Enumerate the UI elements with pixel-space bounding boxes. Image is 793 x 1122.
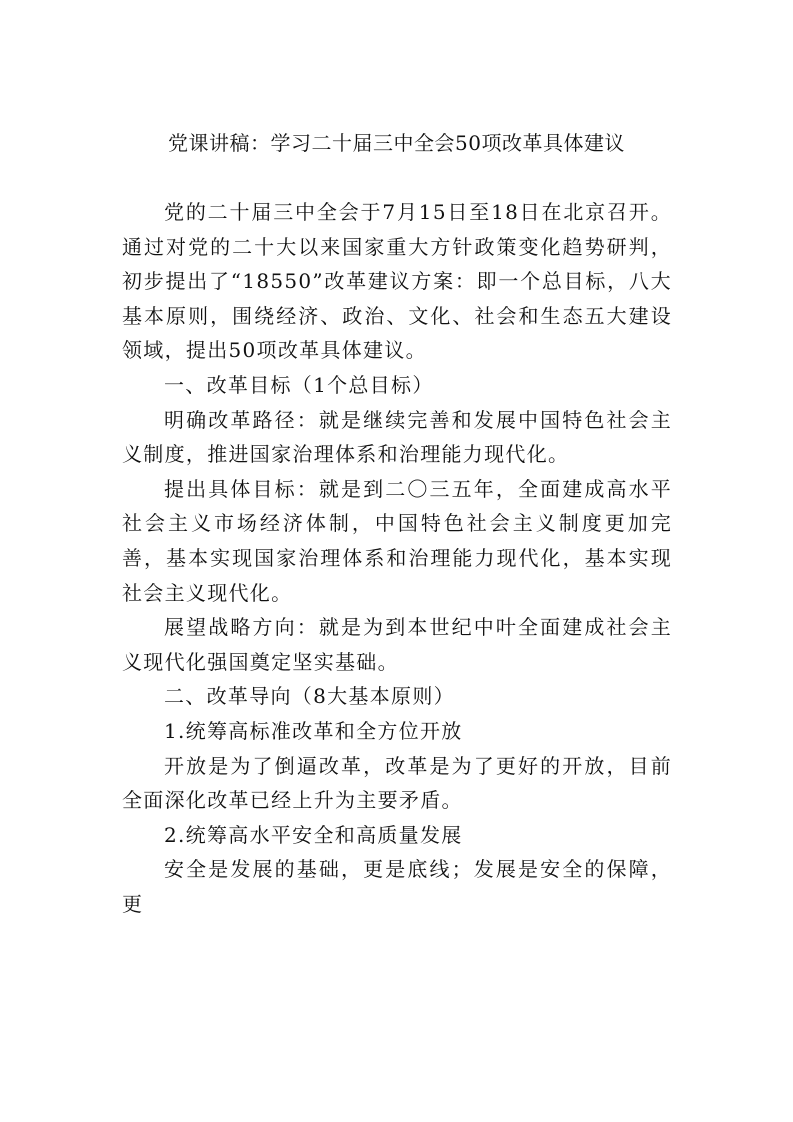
subheading-principle-1: 1.统筹高标准改革和全方位开放: [164, 718, 463, 743]
paragraph-intro: 党的二十届三中全会于7月15日至18日在北京召开。通过对党的二十大以来国家重大方针政策变化趋势研判，初步提出了“18550”改革建议方案：即一个总目标，八大基本原则，围绕经济、政治、文化、社会和生态五大建设领域，提出50项改革具体建议。: [122, 200, 672, 363]
heading-reform-orientation: 二、改革导向（8大基本原则）: [164, 684, 455, 709]
paragraph-strategic-direction: 展望战略方向：就是为到本世纪中叶全面建成社会主义现代化强国奠定坚实基础。: [122, 615, 672, 674]
heading-reform-goal: 一、改革目标（1个总目标）: [164, 372, 434, 397]
subheading-principle-2: 2.统筹高水平安全和高质量发展: [164, 822, 463, 847]
paragraph-principle-2: 安全是发展的基础，更是底线；发展是安全的保障，更: [122, 857, 672, 916]
paragraph-reform-path: 明确改革路径：就是继续完善和发展中国特色社会主义制度，推进国家治理体系和治理能力现代化。: [122, 407, 672, 467]
document-body: [122, 195, 672, 921]
document-title: 党课讲稿：学习二十届三中全会50项改革具体建议: [168, 131, 625, 155]
paragraph-specific-goal: 提出具体目标：就是到二〇三五年，全面建成高水平社会主义市场经济体制，中国特色社会主义制度更加完善，基本实现国家治理体系和治理能力现代化，基本实现社会主义现代化。: [122, 476, 672, 605]
paragraph-principle-1: 开放是为了倒逼改革，改革是为了更好的开放，目前全面深化改革已经上升为主要矛盾。: [122, 753, 672, 813]
